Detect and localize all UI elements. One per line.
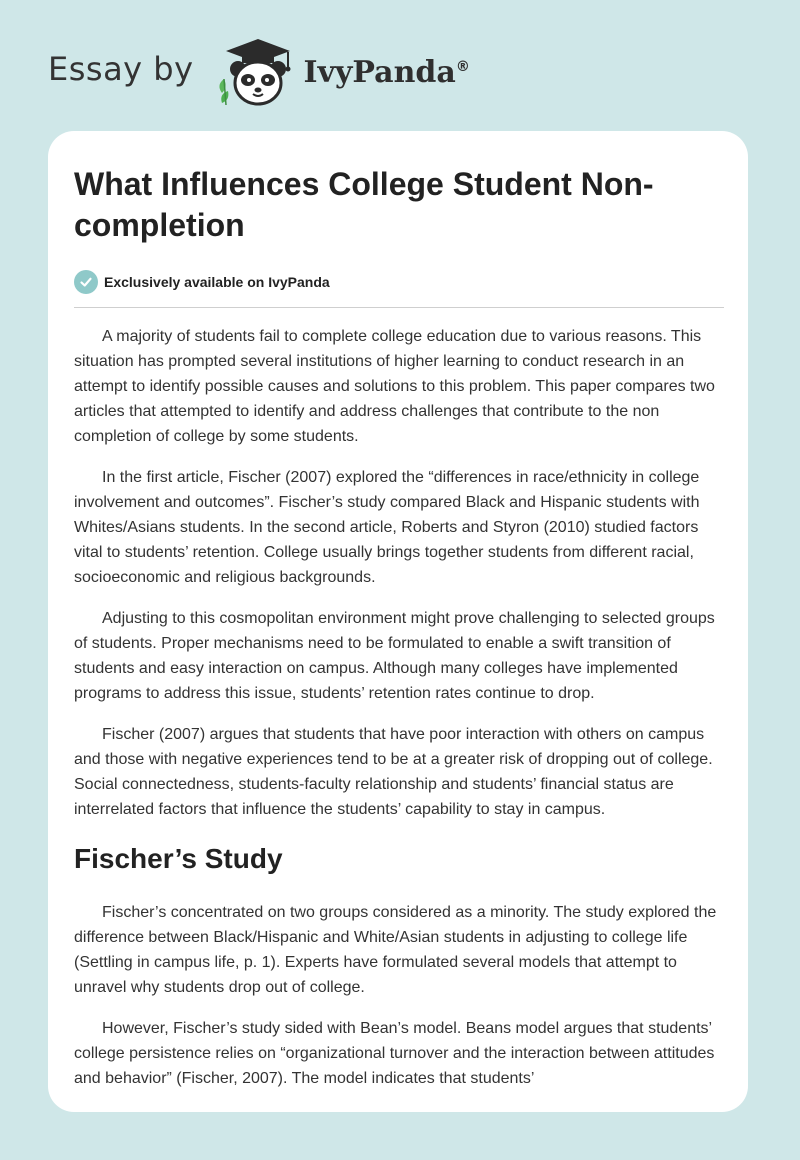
essay-body <box>74 324 724 1091</box>
panda-logo-icon <box>208 35 300 107</box>
exclusive-badge-text: Exclusively available on IvyPanda <box>104 274 330 290</box>
paragraph: In the first article, Fischer (2007) explored the “differences in race/ethnicity in college involvement and outcomes”. Fischer’s study compared Black and Hispanic students with Whites/Asians students. In the second article, Roberts and Styron (2010) studied factors vital to students’ retention. College usually brings together students from different racial, socioeconomic and religious backgrounds. <box>74 469 700 586</box>
paragraph: However, Fischer’s study sided with Bean’s model. Beans model argues that students’ college persistence relies on “organizational turnover and the interaction between attitudes and behavior” (Fischer, 2007). The model indicates that students’ <box>74 1020 715 1087</box>
essay-title: What Influences College Student Non-completion <box>74 166 654 243</box>
paragraph: Adjusting to this cosmopolitan environment might prove challenging to selected groups of students. Proper mechanisms need to be formulated to enable a swift transition of students and easy interaction on campus. Although many colleges have implemented programs to address this issue, students’ retention rates continue to drop. <box>74 610 715 702</box>
paragraph: Fischer (2007) argues that students that have poor interaction with others on campus and those with negative experiences tend to be at a greater risk of dropping out of college. Social connectedness, students-faculty relationship and students’ financial status are interrelated factors that influence the students’ capability to stay in campus. <box>74 726 713 818</box>
exclusive-badge <box>74 268 724 296</box>
divider <box>74 307 724 308</box>
essay-by-label: Essay by <box>48 50 194 88</box>
essay-card <box>48 131 748 1112</box>
section-heading: Fischer’s Study <box>74 843 283 874</box>
paragraph: Fischer’s concentrated on two groups considered as a minority. The study explored the difference between Black/Hispanic and White/Asian students in adjusting to college life (Settling in campus life, p. 1). Experts have formulated several models that attempt to unravel why students drop out of college. <box>74 904 717 996</box>
brand-header[interactable] <box>48 36 470 106</box>
brand-name: IvyPanda® <box>303 54 470 90</box>
paragraph: A majority of students fail to complete college education due to various reasons. This situation has prompted several institutions of higher learning to conduct research in an attempt to identify possible causes and solutions to this problem. This paper compares two articles that attempted to identify and address challenges that contribute to the non completion of college by some students. <box>74 328 715 445</box>
check-icon <box>74 270 98 294</box>
